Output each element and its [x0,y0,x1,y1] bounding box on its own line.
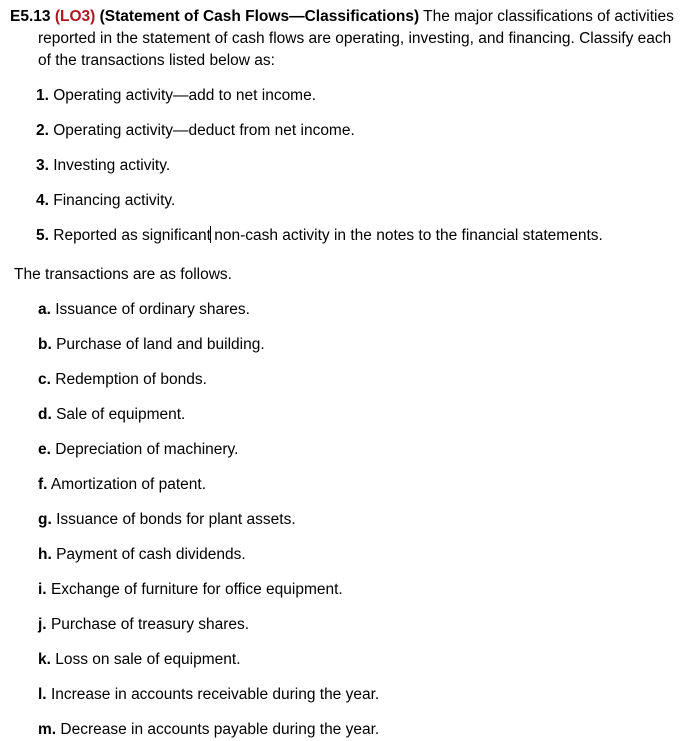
list-text: Operating activity—add to net income. [53,87,317,104]
list-text: Purchase of land and building. [56,336,265,353]
text-cursor [210,226,211,243]
list-text: Operating activity—deduct from net income. [53,122,355,139]
list-marker: 1. [36,87,49,104]
list-text: Depreciation of machinery. [55,441,239,458]
list-item [10,404,677,426]
list-marker: d. [38,406,52,423]
list-item [10,190,677,212]
list-marker: a. [38,301,51,318]
list-text: Reported as significant non-cash activity in the notes to the financial statements. [53,227,603,244]
list-marker: j. [38,616,47,633]
exercise-body: The major classifications of activities reported in the statement of cash flows are operating, investing, and financing. Classify each of the transactions listed below as: [38,8,674,69]
list-item [10,369,677,391]
list-marker: c. [38,371,51,388]
list-item [10,684,677,706]
list-text: Increase in accounts receivable during the year. [50,686,380,703]
list-marker: m. [38,721,57,738]
list-item [10,614,677,636]
list-text: Redemption of bonds. [55,371,207,388]
list-marker: 5. [36,227,49,244]
list-marker: 2. [36,122,49,139]
list-item [10,155,677,177]
list-marker: k. [38,651,51,668]
list-item [10,719,677,741]
list-item [10,474,677,496]
list-marker: h. [38,546,52,563]
list-text: Exchange of furniture for office equipment. [50,581,343,598]
list-item [10,649,677,671]
list-text: Loss on sale of equipment. [55,651,241,668]
list-text: Issuance of bonds for plant assets. [56,511,296,528]
list-marker: l. [38,686,47,703]
list-marker: i. [38,581,47,598]
list-item [10,334,677,356]
list-text: Purchase of treasury shares. [50,616,250,633]
list-item [10,544,677,566]
list-text: Issuance of ordinary shares. [55,301,250,318]
list-item [10,299,677,321]
learning-objective-tag: (LO3) [54,8,96,25]
list-text: Decrease in accounts payable during the year. [60,721,380,738]
list-item [10,120,677,142]
exercise-heading [10,6,677,72]
exercise-number: E5.13 [10,8,51,25]
list-item [10,225,677,247]
list-marker: b. [38,336,52,353]
list-text: Investing activity. [53,157,171,174]
list-marker: 4. [36,192,49,209]
transactions-list [10,299,677,741]
list-item [10,579,677,601]
list-text: Payment of cash dividends. [56,546,246,563]
list-text: Financing activity. [53,192,176,209]
list-marker: f. [38,476,48,493]
list-marker: e. [38,441,51,458]
list-item [10,509,677,531]
list-text: Sale of equipment. [56,406,186,423]
exercise-title: (Statement of Cash Flows—Classifications) [99,8,420,25]
list-marker: g. [38,511,52,528]
list-item [10,85,677,107]
list-marker: 3. [36,157,49,174]
classification-list [10,85,677,247]
transactions-intro: The transactions are as follows. [14,266,232,283]
list-item [10,439,677,461]
exercise-block [10,6,677,72]
list-text: Amortization of patent. [50,476,207,493]
